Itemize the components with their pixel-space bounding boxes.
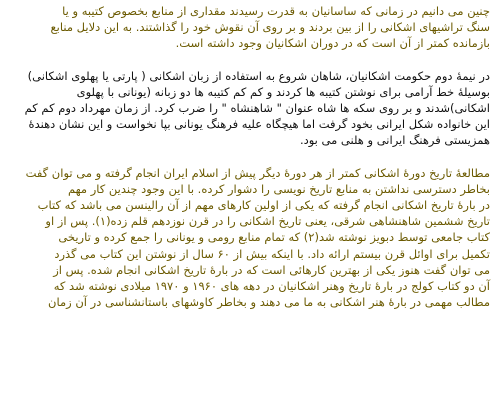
paragraph-line: بخاطر دسترسی نداشتن به منابع تاریخ نویسی را دشوار کرده. با این وجود چندین کار مهم xyxy=(67,181,490,196)
paragraph-line: مطالعهٔ تاریخ دورهٔ اشکانی کمتر از هر دورهٔ دیگر پیش از اسلام ایران انجام گرفته و می توان گفت xyxy=(25,165,490,180)
paragraph-line: تاریخ ششمین شاهنشاهی شرقی، یعنی تاریخ اشکانی را در قرن نوزدهم قلم زده(۱). پس از او xyxy=(45,214,490,229)
paragraph-line: می توان گفت هنوز یکی از بهترین کارهائی است که در بارهٔ تاریخ اشکانی انجام شده. پس از xyxy=(53,262,490,277)
paragraph-line: همزیستی فرهنگ ایرانی و هلنی می بود. xyxy=(299,133,490,148)
paragraph-2 xyxy=(6,68,490,149)
paragraph-3 xyxy=(6,165,490,311)
paragraph-line: چنین می دانیم در زمانی که ساسانیان به قدرت رسیدند مقداری از منابع بخصوص کتیبه و یا xyxy=(62,4,490,18)
paragraph-line: آن دو کتاب کولج در بارهٔ تاریخ وهنر اشکانیان در دهه های ۱۹۶۰ و ۱۹۷۰ میلادی نوشته شد که xyxy=(53,279,490,294)
paragraph-line: سنگ تراشیهای اشکانی را از بین بردند و بر روی آن نقوش خود را گذاشتند. به این دلایل منابع xyxy=(50,20,490,35)
paragraph-line: این خانواده شکل ایرانی بخود گرفت اما هیچگاه علیه فرهنگ یونانی بپا نخواست و این نشان دهندهٔ xyxy=(28,117,490,132)
paragraph-line: بوسیلهٔ خط آرامی برای نوشتن کتیبه ها کردند و کم کم کتیبه ها دو زبانه (یونانی با پهلوی xyxy=(76,84,490,99)
paragraph-line: در بارهٔ تاریخ اشکانی انجام گرفته که یکی از اولین کارهای مهم از آن رالینسن می باشد که کتاب xyxy=(37,198,490,213)
paragraph-line: اشکانی)شدند و بر روی سکه ها شاه عنوان " شاهنشاه " را ضرب کرد. از زمان مهرداد دوم کم کم xyxy=(24,101,490,116)
paragraph-line: کتاب جامعی توسط دبویز نوشته شد(۲) که تمام منابع رومی و یونانی را جمع کرده و تاریخی xyxy=(58,230,490,245)
paragraph-1 xyxy=(6,3,490,52)
paragraph-line: تکمیل برای اوائل قرن بیستم ارائه داد. با اینکه بیش از ۶۰ سال از نوشتن این کتاب می گذرد xyxy=(54,246,490,261)
paragraph-line: بازمانده کمتر از آن است که در دوران اشکانیان وجود داشته است. xyxy=(175,36,490,51)
paragraph-line: مطالب مهمی در بارهٔ هنر اشکانی به ما می دهند و بخاطر کاوشهای باستانشناسی در آن زمان xyxy=(48,295,490,310)
paragraph-line: در نیمهٔ دوم حکومت اشکانیان، شاهان شروع به استفاده از زبان اشکانی ( پارتی یا پهلوی اشکانی) xyxy=(27,68,490,83)
